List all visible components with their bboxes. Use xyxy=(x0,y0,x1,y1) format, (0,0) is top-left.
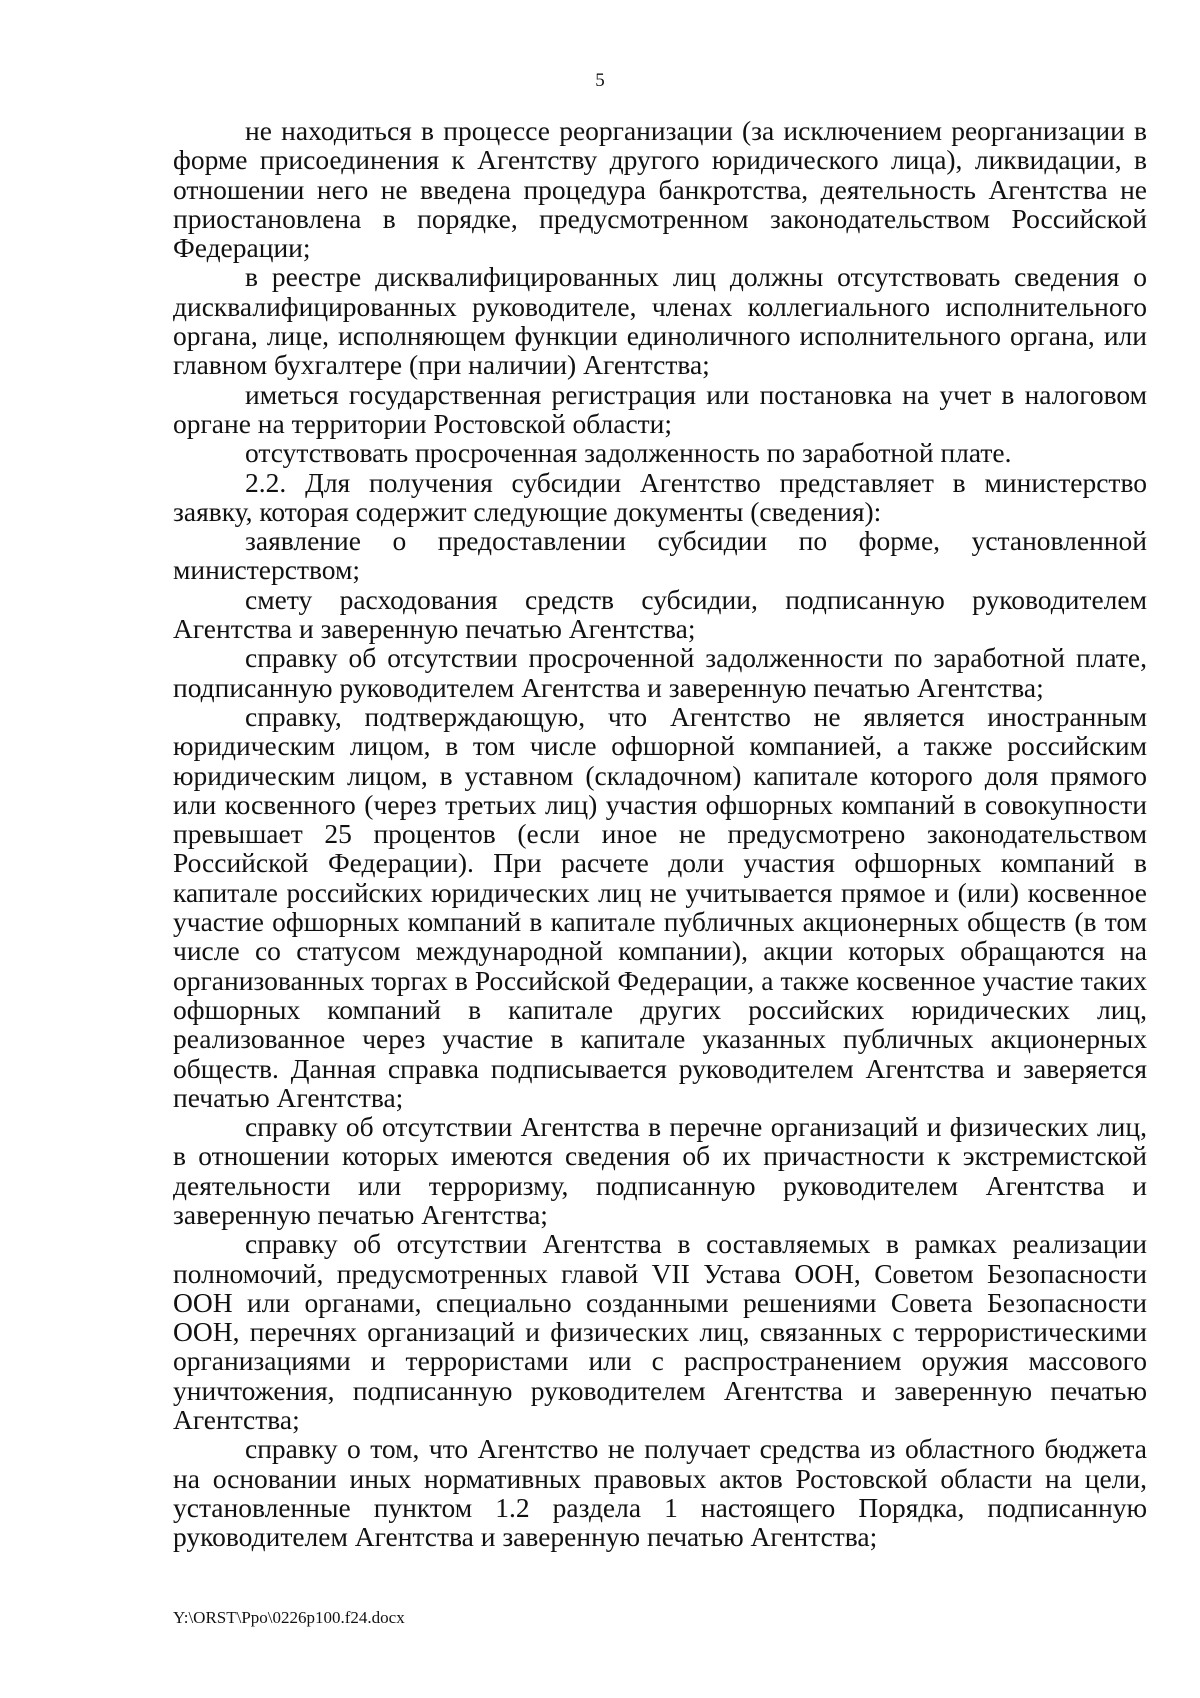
paragraph: не находиться в процессе реорганизации (за исключением реорганизации в форме присоединения к Агентству другого юридического лица), ликвидации, в отношении него не введена процедура банкротства, деятельность Агентства не приостановлена в порядке, предусмотренном законодательством Российской Федерации; xyxy=(173,115,1147,264)
footer-file-path: Y:\ORST\Ppo\0226p100.f24.docx xyxy=(173,1608,405,1627)
paragraph: заявление о предоставлении субсидии по форме, установленной министерством; xyxy=(173,525,1147,586)
paragraph: отсутствовать просроченная задолженность по заработной плате. xyxy=(245,437,1012,469)
paragraph: 2.2. Для получения субсидии Агентство представляет в министерство заявку, которая содержит следующие документы (сведения): xyxy=(173,466,1147,527)
paragraph: справку, подтверждающую, что Агентство не является иностранным юридическим лицом, в том числе офшорной компанией, а также российским юридическим лицом, в уставном (складочном) капитале которого доля прямого или косвенного (через третьих лиц) участия офшорных компаний в совокупности превышает 25 процентов (если иное не предусмотрено законодательством Российской Федерации). При расчете доли участия офшорных компаний в капитале российских юридических лиц не учитывается прямое и (или) косвенное участие офшорных компаний в капитале публичных акционерных обществ (в том числе со статусом международной компании), акции которых обращаются на организованных торгах в Российской Федерации, а также косвенное участие таких офшорных компаний в капитале других российских юридических лиц, реализованное через участие в капитале указанных публичных акционерных обществ. Данная справка подписывается руководителем Агентства и заверяется печатью Агентства; xyxy=(173,700,1147,1113)
page-number: 5 xyxy=(595,70,605,91)
paragraph: иметься государственная регистрация или постановка на учет в налоговом органе на территории Ростовской области; xyxy=(173,378,1147,439)
paragraph: справку об отсутствии Агентства в составляемых в рамках реализации полномочий, предусмотренных главой VII Устава ООН, Советом Безопасности ООН или органами, специально созданными решениями Совета Безопасности ООН, перечнях организаций и физических лиц, связанных с террористическими организациями и террористами или с распространением оружия массового уничтожения, подписанную руководителем Агентства и заверенную печатью Агентства; xyxy=(173,1228,1147,1436)
paragraph: в реестре дисквалифицированных лиц должны отсутствовать сведения о дисквалифицированных руководителе, членах коллегиального исполнительного органа, лице, исполняющем функции единоличного исполнительного органа, или главном бухгалтере (при наличии) Агентства; xyxy=(173,261,1147,381)
paragraph: смету расходования средств субсидии, подписанную руководителем Агентства и заверенную печатью Агентства; xyxy=(173,583,1147,645)
paragraph: справку о том, что Агентство не получает средства из областного бюджета на основании иных нормативных правовых актов Ростовской области на цели, установленные пунктом 1.2 раздела 1 настоящего Порядка, подписанную руководителем Агентства и заверенную печатью Агентства; xyxy=(173,1433,1147,1553)
document-body xyxy=(173,116,1147,1552)
paragraph: справку об отсутствии просроченной задолженности по заработной плате, подписанную руководителем Агентства и заверенную печатью Агентства; xyxy=(173,642,1147,703)
paragraph: справку об отсутствии Агентства в перечне организаций и физических лиц, в отношении которых имеются сведения об их причастности к экстремистской деятельности или терроризму, подписанную руководителем Агентства и заверенную печатью Агентства; xyxy=(173,1111,1147,1230)
